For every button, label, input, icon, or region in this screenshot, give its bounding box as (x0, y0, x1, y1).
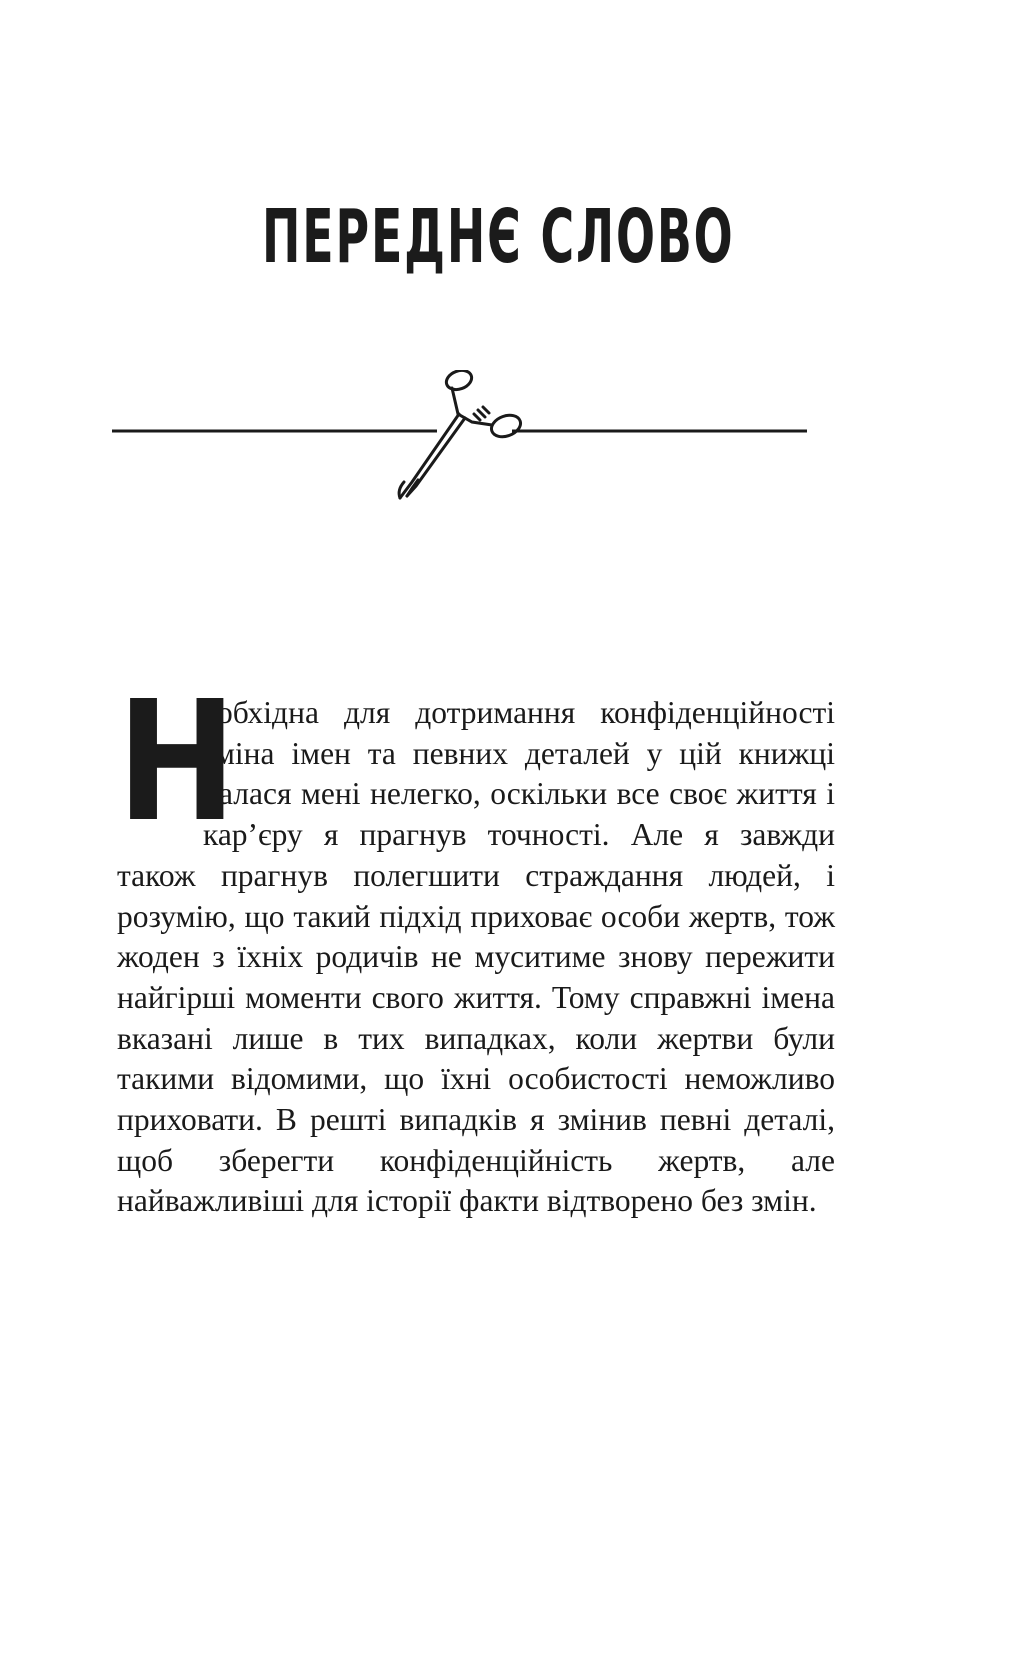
surgical-clamp-icon (399, 370, 523, 498)
drop-cap-letter: Н (117, 666, 237, 859)
foreword-text: еобхідна для дотримання конфіденційності зміна імен та певних деталей у цій книжці далася мені нелегко, оскільки все своє життя і кар’єру я прагнув точності. Але я завжди також прагнув полегшити страждання людей, і розумію, що такий підхід приховає особи жертв, тож жоден з їхніх родичів не муситиме знову пережити найгірші моменти свого життя. Тому справжні імена вказані лише в тих випадках, коли жертви були такими відомими, що їхні особистості неможливо приховати. В решті випадків я змінив певні деталі, щоб зберегти конфіденційність жертв, але найважливіші для історії факти відтворено без змін. (117, 695, 835, 1219)
surgical-clamp-divider-icon (112, 370, 842, 520)
chapter-title: ПЕРЕДНЄ СЛОВО (262, 194, 735, 280)
foreword-paragraph (117, 666, 835, 1222)
